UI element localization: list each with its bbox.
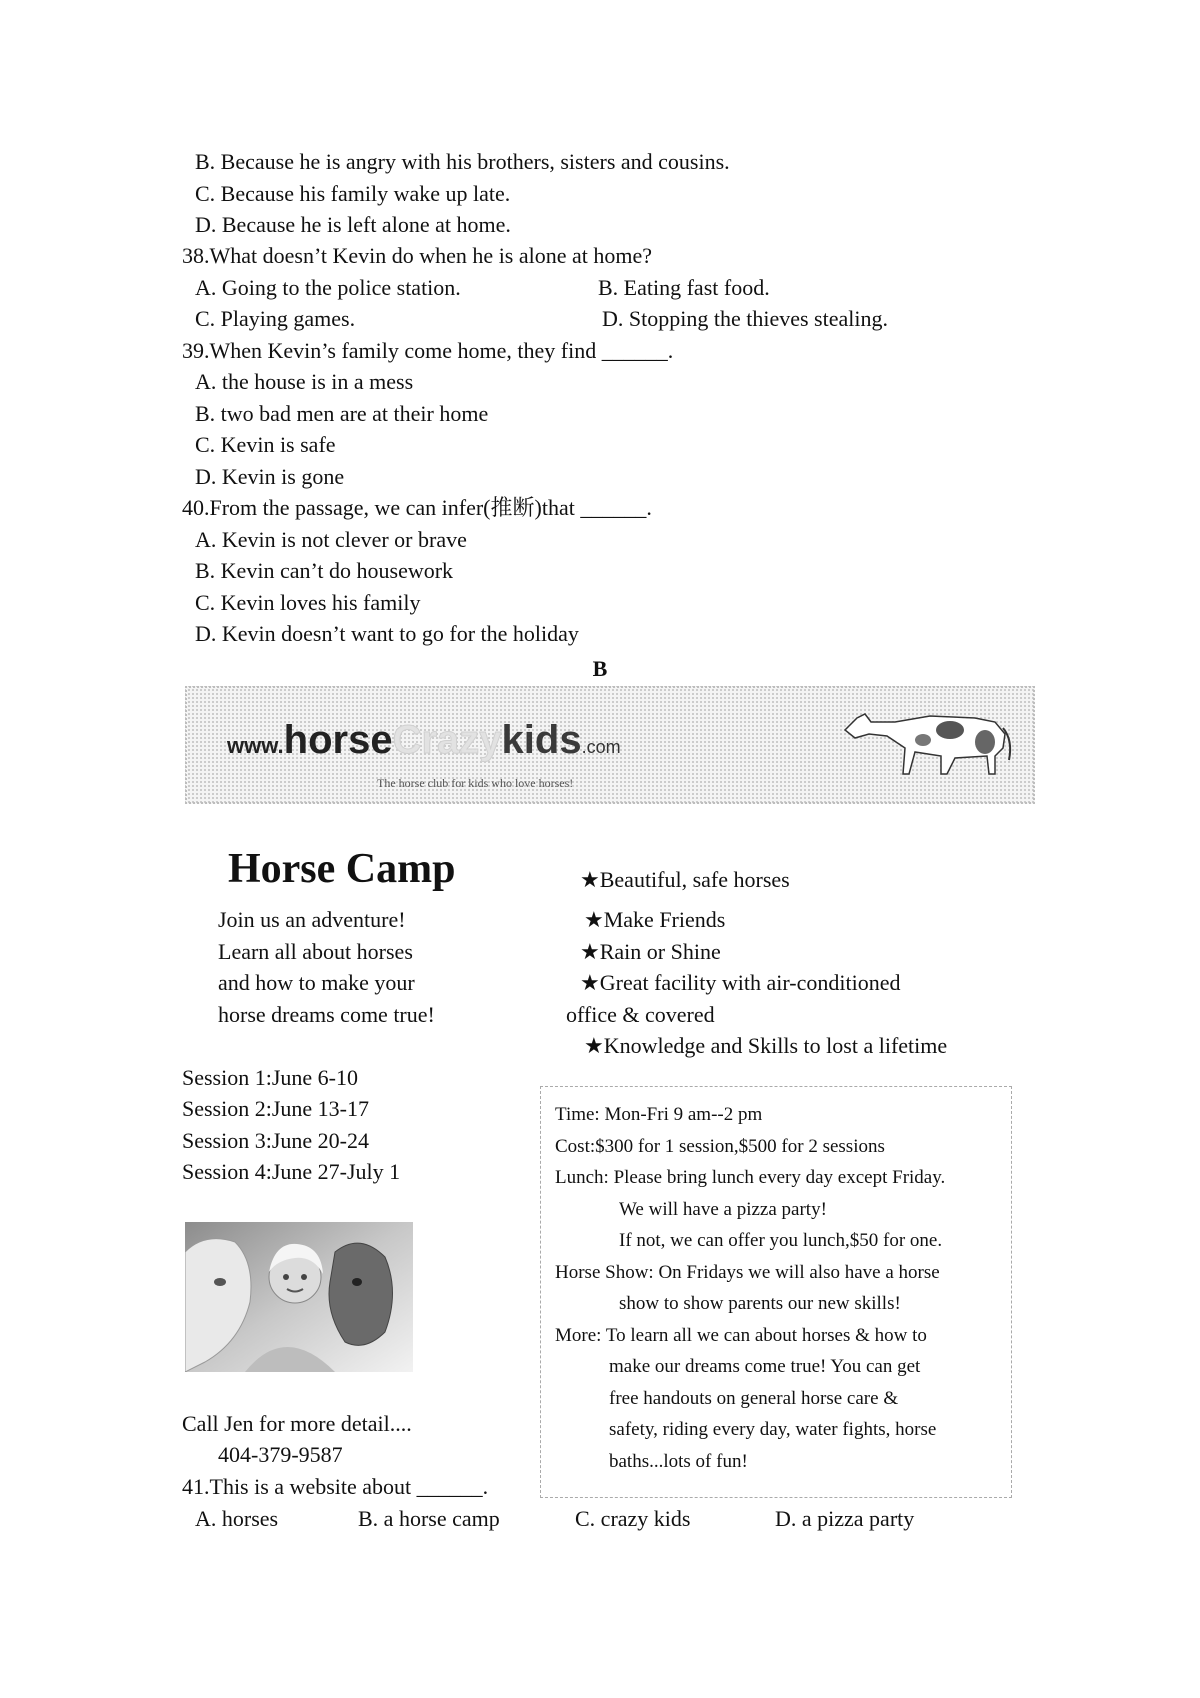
- feature-2: [584, 906, 725, 934]
- q41-option-a: A. horses: [195, 1506, 279, 1531]
- q40-question: 40.From the passage, we can infer(推断)that ______.: [182, 495, 652, 520]
- q40-option-c: C. Kevin loves his family: [195, 590, 421, 615]
- banner-url: [227, 718, 621, 763]
- banner-tagline: The horse club for kids who love horses!: [377, 776, 574, 790]
- phone-number: 404-379-9587: [218, 1442, 343, 1467]
- info-more-3: free handouts on general horse care &: [609, 1388, 899, 1409]
- info-more-5: baths...lots of fun!: [609, 1451, 748, 1472]
- feature-3: [580, 938, 721, 966]
- star-icon: ★: [580, 867, 600, 892]
- q41-option-b: B. a horse camp: [358, 1506, 500, 1531]
- info-time: Time: Mon-Fri 9 am--2 pm: [555, 1104, 763, 1125]
- info-lunch-1: Lunch: Please bring lunch every day except Friday.: [555, 1167, 946, 1188]
- q39-option-c: C. Kevin is safe: [195, 432, 336, 457]
- star-icon: ★: [580, 939, 600, 964]
- q41-question: 41.This is a website about ______.: [182, 1474, 489, 1499]
- q41-option-c: C. crazy kids: [575, 1506, 691, 1531]
- q37-option-b: B. Because he is angry with his brothers, sisters and cousins.: [195, 149, 730, 174]
- intro-line-4: horse dreams come true!: [218, 1002, 435, 1027]
- q40-option-a: A. Kevin is not clever or brave: [195, 527, 467, 552]
- feature-4: [580, 969, 900, 997]
- banner-kids: kids: [501, 718, 582, 762]
- intro-line-1: Join us an adventure!: [218, 907, 406, 932]
- session-2: Session 2:June 13-17: [182, 1096, 369, 1121]
- info-cost: Cost:$300 for 1 session,$500 for 2 sessions: [555, 1136, 885, 1157]
- q38-option-b: B. Eating fast food.: [598, 275, 770, 300]
- intro-line-2: Learn all about horses: [218, 939, 413, 964]
- feature-3-text: Rain or Shine: [599, 939, 721, 964]
- q39-option-b: B. two bad men are at their home: [195, 401, 489, 426]
- feature-2-text: Make Friends: [603, 907, 726, 932]
- star-icon: ★: [584, 1033, 604, 1058]
- q40-option-b: B. Kevin can’t do housework: [195, 558, 454, 583]
- feature-4-text: Great facility with air-conditioned: [599, 970, 901, 995]
- q41-option-d: D. a pizza party: [775, 1506, 915, 1531]
- section-label: B: [592, 656, 608, 681]
- info-show-1: Horse Show: On Fridays we will also have a horse: [555, 1262, 940, 1283]
- feature-5: [584, 1032, 947, 1060]
- info-more-4: safety, riding every day, water fights, horse: [609, 1419, 937, 1440]
- session-3: Session 3:June 20-24: [182, 1128, 369, 1153]
- girl-with-horses-photo: [185, 1222, 413, 1372]
- session-4: Session 4:June 27-July 1: [182, 1159, 401, 1184]
- banner-crazy: Crazy: [392, 718, 502, 762]
- session-1: Session 1:June 6-10: [182, 1065, 358, 1090]
- intro-line-3: and how to make your: [218, 970, 415, 995]
- horse-logo-icon: [835, 700, 1015, 780]
- q38-option-c: C. Playing games.: [195, 306, 356, 331]
- banner-horse: horse: [283, 718, 393, 762]
- feature-1: [580, 866, 790, 894]
- camp-title: Horse Camp: [228, 846, 456, 892]
- info-lunch-2: We will have a pizza party!: [619, 1199, 827, 1220]
- feature-1-text: Beautiful, safe horses: [599, 867, 790, 892]
- info-show-2: show to show parents our new skills!: [619, 1293, 901, 1314]
- feature-4-cont: office & covered: [566, 1002, 715, 1027]
- q40-option-d: D. Kevin doesn’t want to go for the holiday: [195, 621, 579, 646]
- q37-option-d: D. Because he is left alone at home.: [195, 212, 511, 237]
- info-more-1: More: To learn all we can about horses & how to: [555, 1325, 927, 1346]
- info-more-2: make our dreams come true! You can get: [609, 1356, 921, 1377]
- camp-info-box: [540, 1086, 1012, 1498]
- q37-option-c: C. Because his family wake up late.: [195, 181, 511, 206]
- q38-question: 38.What doesn’t Kevin do when he is alone at home?: [182, 243, 653, 268]
- q39-option-d: D. Kevin is gone: [195, 464, 345, 489]
- info-lunch-3: If not, we can offer you lunch,$50 for one.: [619, 1230, 943, 1251]
- website-banner: [185, 686, 1035, 804]
- star-icon: ★: [580, 970, 600, 995]
- q39-option-a: A. the house is in a mess: [195, 369, 414, 394]
- banner-com: .com: [581, 737, 621, 757]
- q39-question: 39.When Kevin’s family come home, they find ______.: [182, 338, 674, 363]
- feature-5-text: Knowledge and Skills to lost a lifetime: [603, 1033, 948, 1058]
- q38-option-d: D. Stopping the thieves stealing.: [602, 306, 888, 331]
- banner-www: www.: [227, 733, 284, 758]
- star-icon: ★: [584, 907, 604, 932]
- q38-option-a: A. Going to the police station.: [195, 275, 461, 300]
- call-line: Call Jen for more detail....: [182, 1411, 412, 1436]
